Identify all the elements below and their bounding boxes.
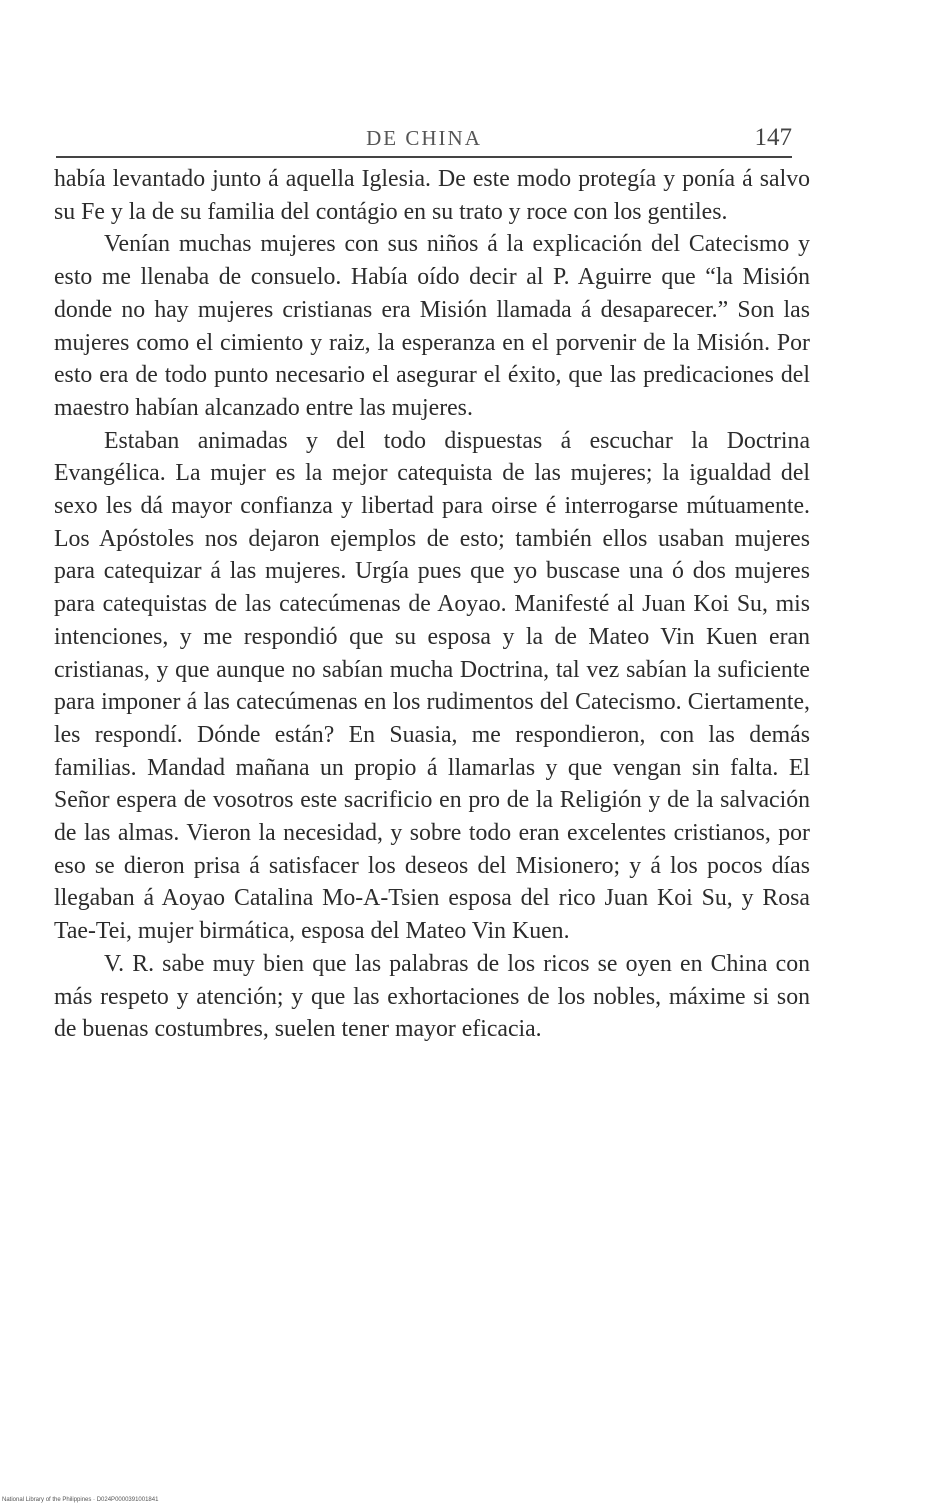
paragraph-1: había levantado junto á aquella Iglesia. De este modo protegía y ponía á salvo su Fe y la de su familia del contágio en su trato y roce con los gentiles. [54,166,810,225]
paragraph-3: Estaban animadas y del todo dispuestas á escuchar la Doctrina Evangélica. La mujer es la mejor catequista de las mujeres; la igualdad del sexo les dá mayor confianza y libertad para oirse é interrogarse mútuamente. Los Apóstoles nos dejaron ejemplos de esto; también ellos usaban mujeres para catequizar á las mujeres. Urgía pues que yo buscase una ó dos mujeres para catequistas de las catecúmenas de Aoyao. Manifesté al Juan Koi Su, mis intenciones, y me respondió que su esposa y la de Mateo Vin Kuen eran cristianas, y que aunque no sabían mucha Doctrina, tal vez sabían la suficiente para imponer á las catecúmenas en los rudimentos del Catecismo. Ciertamente, les respondí. Dónde están? En Suasia, me respondieron, con las demás familias. Mandad mañana un propio á llamarlas y que vengan sin falta. El Señor espera de vosotros este sacrificio en pro de la Religión y de la salvación de las almas. Vieron la necesidad, y sobre todo eran excelentes cristianos, por eso se dieron prisa á satisfacer los deseos del Misionero; y á los pocos días llegaban á Aoyao Catalina Mo-A-Tsien esposa del rico Juan Koi Su, y Rosa Tae-Tei, mujer birmática, esposa del Mateo Vin Kuen. [54,427,810,945]
body-text [54,163,810,1046]
paragraph-4: V. R. sabe muy bien que las palabras de los ricos se oyen en China con más respeto y atención; y que las exhortaciones de los nobles, máxime si son de buenas costumbres, suelen tener mayor eficacia. [54,950,810,1043]
header-rule [56,156,792,158]
footer-credit: National Library of the Philippines · D024P0000391001841 [2,1497,159,1503]
running-title: DE CHINA [366,126,482,150]
running-header [56,122,792,154]
page-number: 147 [754,124,792,151]
paragraph-2: Venían muchas mujeres con sus niños á la explicación del Catecismo y esto me llenaba de consuelo. Había oído decir al P. Aguirre que “la Misión donde no hay mujeres cristianas era Misión llamada á desaparecer.” Son las mujeres como el cimiento y raiz, la esperanza en el porvenir de la Misión. Por esto era de todo punto necesario el asegurar el éxito, que las predicaciones del maestro habían alcanzado entre las mujeres. [54,231,810,421]
